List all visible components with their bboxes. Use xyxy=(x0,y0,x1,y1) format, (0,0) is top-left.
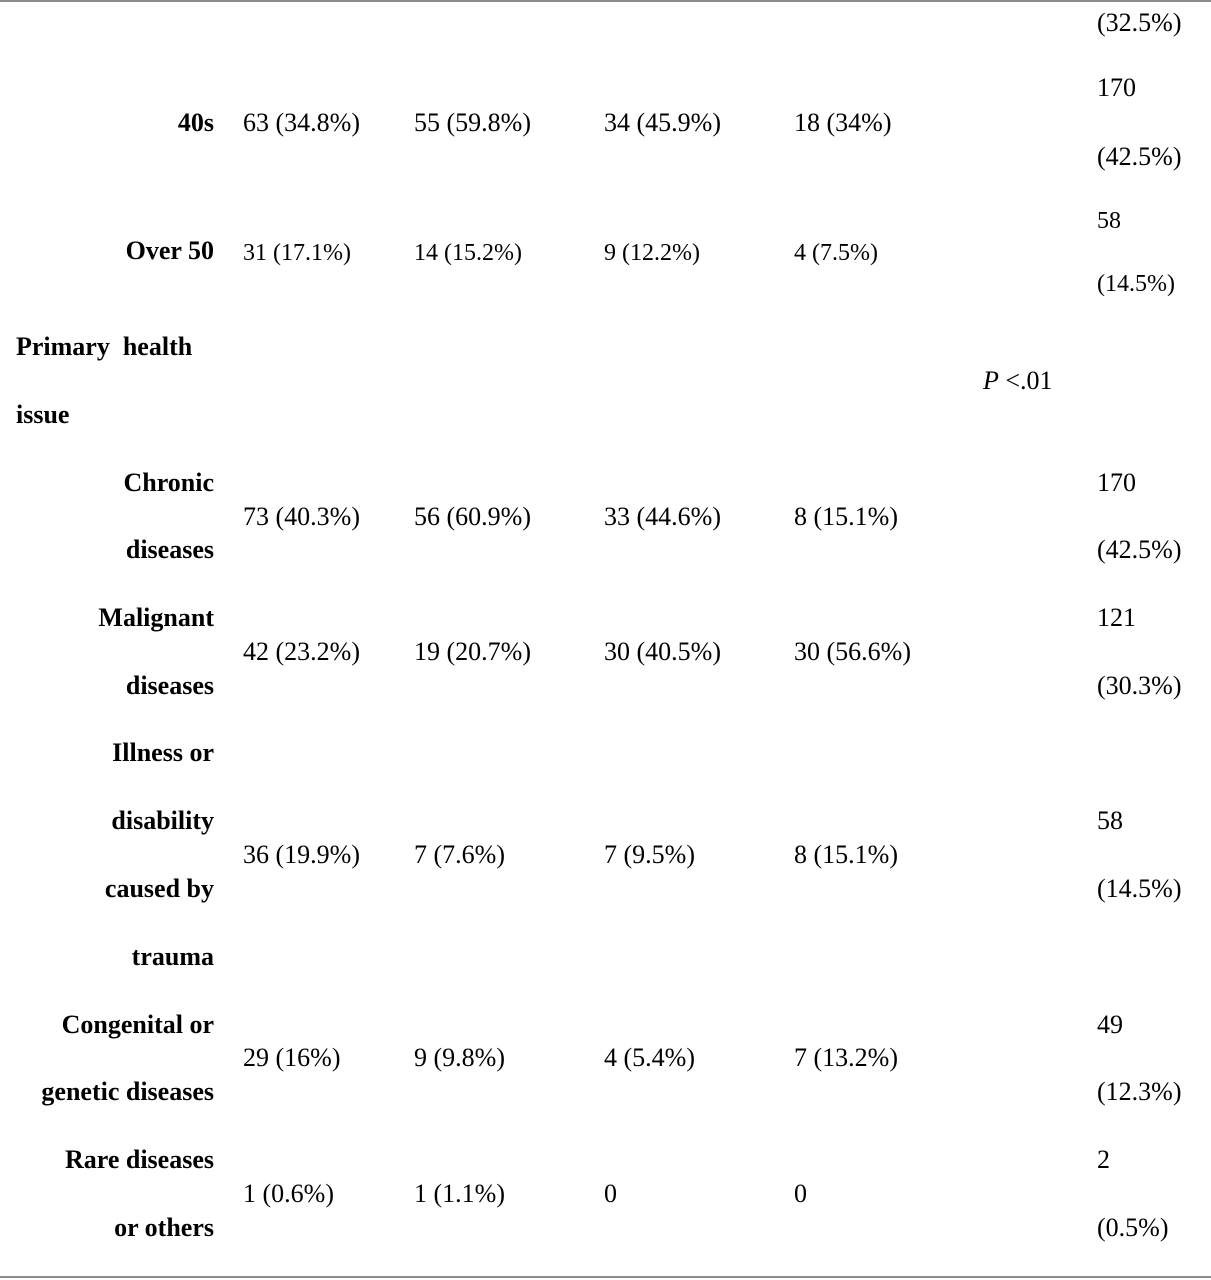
row-label-rare-1: Rare diseases xyxy=(64,1145,214,1174)
cell-malignant-c4: 30 (56.6%) xyxy=(794,637,911,666)
cell-40s-c4: 18 (34%) xyxy=(794,108,892,137)
cell-over50-c2: 14 (15.2%) xyxy=(414,240,522,266)
cell-congenital-c4: 7 (13.2%) xyxy=(794,1043,898,1072)
row-label-trauma-2: disability xyxy=(111,806,214,835)
cell-chronic-c4: 8 (15.1%) xyxy=(794,502,898,531)
cell-congenital-c3: 4 (5.4%) xyxy=(604,1043,695,1072)
cell-40s-c3: 34 (45.9%) xyxy=(604,108,721,137)
row-label-congenital-2: genetic diseases xyxy=(41,1077,214,1106)
cell-trauma-c1: 36 (19.9%) xyxy=(243,840,360,869)
cell-over50-c3: 9 (12.2%) xyxy=(604,240,700,266)
bottom-rule xyxy=(0,1276,1211,1278)
cell-congenital-c1: 29 (16%) xyxy=(243,1043,341,1072)
row-label-trauma-3: caused by xyxy=(104,874,214,903)
cell-chronic-c2: 56 (60.9%) xyxy=(414,502,531,531)
row-label-congenital-1: Congenital or xyxy=(61,1010,214,1039)
row-label-chronic-2: diseases xyxy=(125,535,214,564)
cell-chronic-c3: 33 (44.6%) xyxy=(604,502,721,531)
p-value xyxy=(983,366,1053,396)
cell-40s-total-n: 170 xyxy=(1097,73,1136,102)
cell-chronic-c1: 73 (40.3%) xyxy=(243,502,360,531)
cell-malignant-c2: 19 (20.7%) xyxy=(414,637,531,666)
row-label-over-50: Over 50 xyxy=(125,236,214,265)
section-label-line1: Primary health xyxy=(16,332,193,361)
row-label-trauma-1: Illness or xyxy=(112,738,214,767)
cell-malignant-c3: 30 (40.5%) xyxy=(604,637,721,666)
cell-congenital-c2: 9 (9.8%) xyxy=(414,1043,505,1072)
row-label-malignant-2: diseases xyxy=(125,671,214,700)
cell-malignant-total-pct: (30.3%) xyxy=(1097,671,1182,700)
cell-trauma-c2: 7 (7.6%) xyxy=(414,840,505,869)
row-label-40s: 40s xyxy=(177,108,214,137)
cell-over50-c4: 4 (7.5%) xyxy=(794,240,878,266)
top-rule xyxy=(0,0,1211,2)
continued-total-pct: (32.5%) xyxy=(1097,8,1182,37)
cell-rare-c3: 0 xyxy=(604,1179,617,1208)
row-label-trauma-4: trauma xyxy=(131,942,214,971)
cell-malignant-total-n: 121 xyxy=(1097,603,1136,632)
cell-over50-c1: 31 (17.1%) xyxy=(243,240,351,266)
cell-rare-c1: 1 (0.6%) xyxy=(243,1179,334,1208)
cell-malignant-c1: 42 (23.2%) xyxy=(243,637,360,666)
cell-rare-c2: 1 (1.1%) xyxy=(414,1179,505,1208)
cell-trauma-c4: 8 (15.1%) xyxy=(794,840,898,869)
cell-chronic-total-pct: (42.5%) xyxy=(1097,535,1182,564)
section-label-line2: issue xyxy=(16,400,70,429)
cell-over50-total-pct: (14.5%) xyxy=(1097,271,1175,297)
cell-trauma-total-pct: (14.5%) xyxy=(1097,874,1182,903)
row-label-malignant-1: Malignant xyxy=(98,603,214,632)
cell-rare-total-pct: (0.5%) xyxy=(1097,1213,1169,1242)
cell-over50-total-n: 58 xyxy=(1097,208,1121,234)
p-value-text: <.01 xyxy=(998,366,1053,395)
row-label-chronic-1: Chronic xyxy=(123,468,214,497)
cell-rare-total-n: 2 xyxy=(1097,1145,1110,1174)
cell-congenital-total-pct: (12.3%) xyxy=(1097,1077,1182,1106)
cell-trauma-c3: 7 (9.5%) xyxy=(604,840,695,869)
cell-40s-total-pct: (42.5%) xyxy=(1097,142,1182,171)
p-symbol: P xyxy=(983,366,999,395)
cell-rare-c4: 0 xyxy=(794,1179,807,1208)
cell-40s-c2: 55 (59.8%) xyxy=(414,108,531,137)
cell-congenital-total-n: 49 xyxy=(1097,1010,1123,1039)
cell-trauma-total-n: 58 xyxy=(1097,806,1123,835)
cell-40s-c1: 63 (34.8%) xyxy=(243,108,360,137)
cell-chronic-total-n: 170 xyxy=(1097,468,1136,497)
row-label-rare-2: or others xyxy=(114,1213,214,1242)
